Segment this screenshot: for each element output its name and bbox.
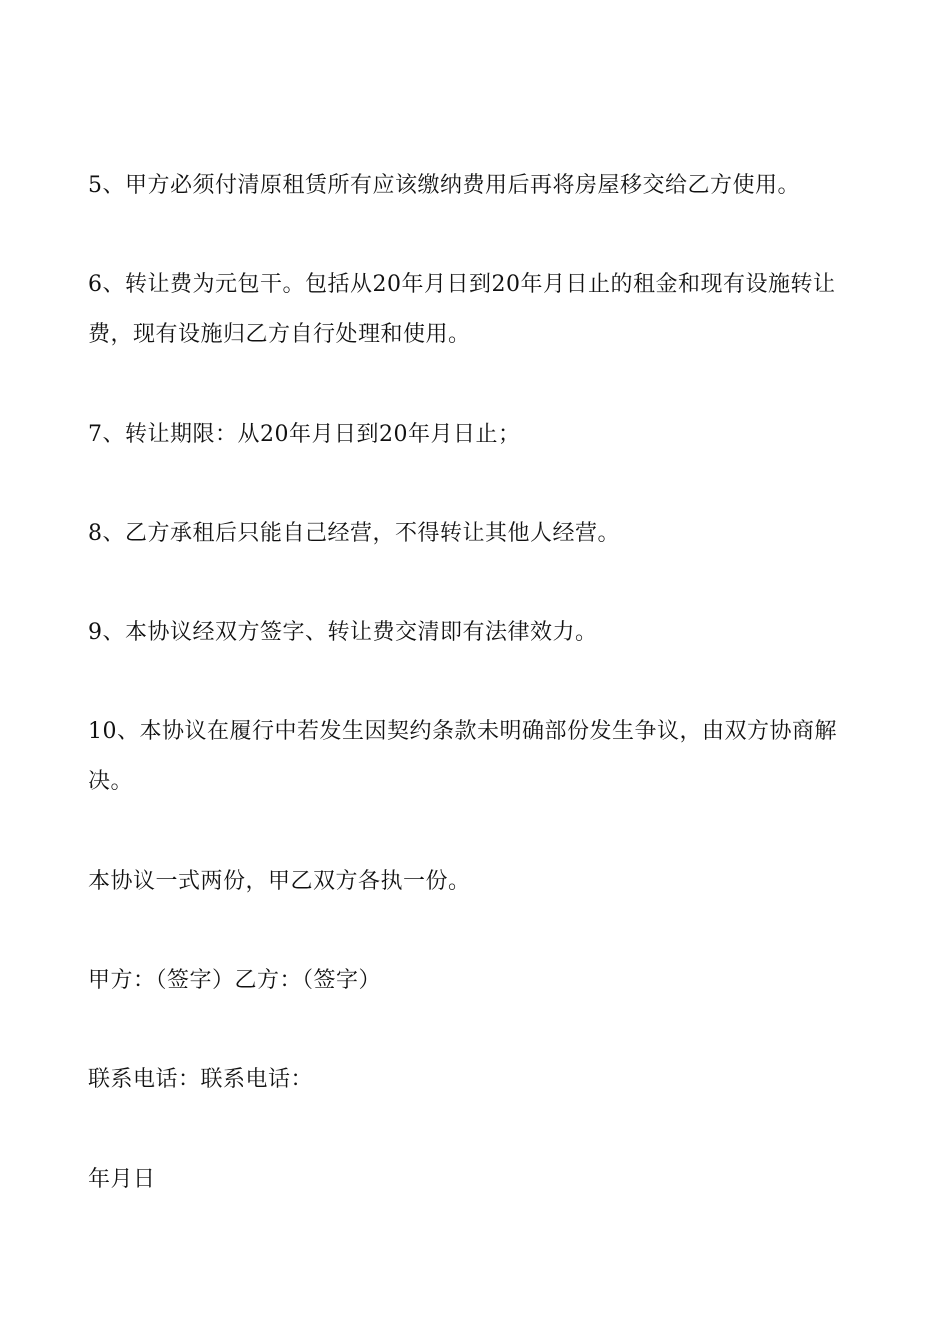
- clause-6: 6、转让费为元包干。包括从20年月日到20年月日止的租金和现有设施转让费，现有设施归乙方自行处理和使用。: [88, 272, 836, 347]
- clause-9: 9、本协议经双方签字、转让费交清即有法律效力。: [88, 620, 598, 645]
- date-line: 年月日: [88, 1167, 156, 1192]
- clause-5: 5、甲方必须付清原租赁所有应该缴纳费用后再将房屋移交给乙方使用。: [88, 173, 800, 198]
- clause-10: 10、本协议在履行中若发生因契约条款未明确部份发生争议，由双方协商解决。: [88, 719, 837, 794]
- signature-line: 甲方：（签字）乙方：（签字）: [88, 968, 382, 993]
- clause-8: 8、乙方承租后只能自己经营，不得转让其他人经营。: [88, 521, 620, 546]
- clause-7: 7、转让期限：从20年月日到20年月日止；: [88, 422, 521, 447]
- copies-statement: 本协议一式两份，甲乙双方各执一份。: [88, 869, 471, 894]
- contact-phone-line: 联系电话：联系电话：: [88, 1067, 314, 1092]
